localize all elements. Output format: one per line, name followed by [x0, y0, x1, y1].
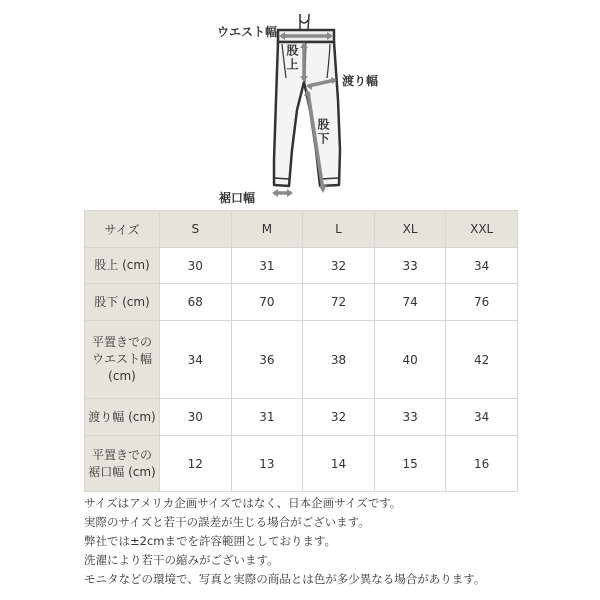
table-cell: 34 [446, 248, 518, 284]
hem-arrow-left [272, 189, 278, 197]
row-label-hem [85, 436, 160, 492]
size-header-l: L [303, 211, 375, 248]
pants-measurement-diagram [0, 0, 600, 210]
size-notes [84, 494, 584, 589]
table-row-waist [85, 321, 518, 399]
table-cell: 30 [160, 399, 232, 436]
table-cell: 34 [446, 399, 518, 436]
table-cell: 13 [231, 436, 303, 492]
thigh-label: 渡り幅 [342, 74, 379, 88]
table-cell: 70 [231, 284, 303, 321]
note-line: サイズはアメリカ企画サイズではなく、日本企画サイズです。 [84, 496, 402, 510]
table-cell: 32 [303, 399, 375, 436]
inseam-arrow-bottom [319, 185, 327, 193]
row-label-thigh: 渡り幅 (cm) [85, 399, 160, 436]
size-table [84, 210, 518, 492]
hem-label: 裾口幅 [219, 191, 256, 205]
row-label-line: ウエスト幅 [91, 352, 152, 366]
table-cell: 14 [303, 436, 375, 492]
hem-arrow-right [287, 189, 293, 197]
table-cell: 16 [446, 436, 518, 492]
drawstring [300, 14, 309, 30]
table-cell: 33 [374, 248, 446, 284]
table-cell: 36 [231, 321, 303, 399]
table-cell: 31 [231, 399, 303, 436]
row-label-line: 裾口幅 (cm) [88, 464, 156, 479]
note-line: 実際のサイズと若干の誤差が生じる場合がございます。 [84, 515, 370, 529]
row-label-line: 平置きでの [91, 335, 152, 349]
table-cell: 30 [160, 248, 232, 284]
table-cell: 38 [303, 321, 375, 399]
row-label-rise: 股上 (cm) [85, 248, 160, 284]
table-cell: 76 [446, 284, 518, 321]
table-cell: 15 [374, 436, 446, 492]
table-row-inseam [85, 284, 518, 321]
size-header-row [85, 211, 518, 248]
table-cell: 42 [446, 321, 518, 399]
table-cell: 72 [303, 284, 375, 321]
row-label-line: (cm) [108, 369, 136, 383]
size-header-s: S [160, 211, 232, 248]
table-row-rise [85, 248, 518, 284]
table-cell: 32 [303, 248, 375, 284]
rise-label: 股上 [285, 44, 299, 72]
note-line: モニタなどの環境で、写真と実際の商品とは色が多少異なる場合があります。 [84, 572, 486, 586]
table-cell: 68 [160, 284, 232, 321]
row-label-line: 平置きでの [91, 447, 152, 462]
table-cell: 34 [160, 321, 232, 399]
size-header-label: サイズ [85, 211, 160, 248]
size-header-xxl: XXL [446, 211, 518, 248]
waist-label: ウエスト幅 [217, 25, 278, 39]
note-line: 洗濯により若干の縮みがございます。 [84, 553, 279, 567]
note-line: 弊社では±2cmまでを許容範囲としております。 [84, 534, 337, 548]
size-header-xl: XL [374, 211, 446, 248]
size-header-m: M [231, 211, 303, 248]
table-row-thigh [85, 399, 518, 436]
table-cell: 33 [374, 399, 446, 436]
table-cell: 40 [374, 321, 446, 399]
table-cell: 31 [231, 248, 303, 284]
row-label-inseam: 股下 (cm) [85, 284, 160, 321]
hem-cuff-left [274, 178, 289, 179]
pants-illustration [0, 0, 600, 210]
table-cell: 12 [160, 436, 232, 492]
inseam-label: 股下 [316, 118, 330, 146]
table-cell: 74 [374, 284, 446, 321]
row-label-waist [85, 321, 160, 399]
table-row-hem [85, 436, 518, 492]
